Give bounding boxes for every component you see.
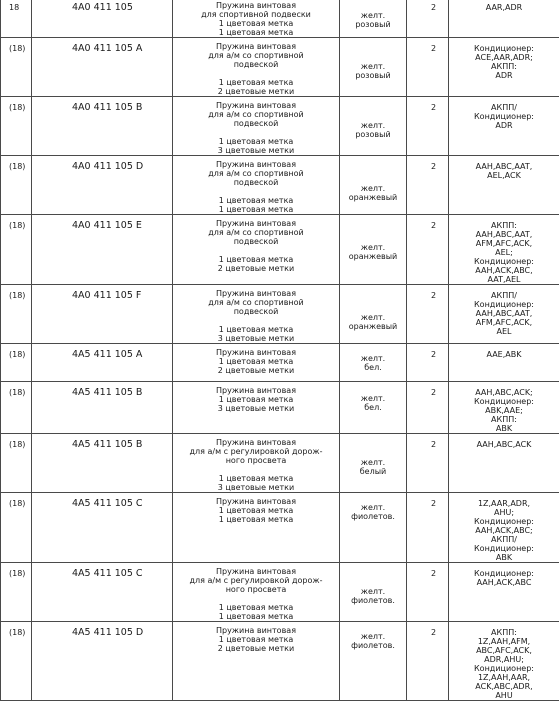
applicability-cell [449,493,559,563]
quantity-cell: 2 [407,563,449,622]
description-line: для а/м со спортивной [173,169,339,178]
color-mark-cell [340,38,407,97]
position-cell: (18) [1,156,32,215]
description-line: подвеской [173,60,339,69]
applicability-line: AFM,AFC,ACK, [449,318,559,327]
color-mark-cell [340,382,407,434]
applicability-line: АКПП: [449,628,559,637]
color-line: оранжевый [340,252,406,261]
description-cell [173,97,340,156]
applicability-line: AAR,ADR [449,3,559,12]
color-line: желт. [340,503,406,512]
color-line: желт. [340,184,406,193]
applicability-line: АКПП/ [449,291,559,300]
part-number-cell: 4A5 411 105 C [32,563,173,622]
part-number-cell: 4A0 411 105 A [32,38,173,97]
color-line: желт. [340,11,406,20]
color-mark-cell [340,344,407,382]
description-line: 1 цветовая метка [173,635,339,644]
color-line: бел. [340,363,406,372]
applicability-cell [449,382,559,434]
part-number-cell: 4A5 411 105 B [32,434,173,493]
description-line: 1 цветовая метка [173,137,339,146]
description-line: для а/м со спортивной [173,228,339,237]
description-line: 3 цветовые метки [173,146,339,155]
applicability-cell [449,156,559,215]
color-line: розовый [340,20,406,29]
part-number-cell: 4A0 411 105 D [32,156,173,215]
color-mark-cell [340,215,407,285]
applicability-cell [449,344,559,382]
applicability-line: АКПП/ [449,535,559,544]
description-line: 2 цветовые метки [173,87,339,96]
table-row [1,285,559,344]
quantity-cell: 2 [407,0,449,38]
color-line: фиолетов. [340,512,406,521]
applicability-line: 1Z,AAH,AFM, [449,637,559,646]
description-line: 1 цветовая метка [173,474,339,483]
applicability-line: AFM,AFC,ACK, [449,239,559,248]
description-line: подвеской [173,178,339,187]
quantity-cell: 2 [407,156,449,215]
color-mark-cell [340,563,407,622]
description-line: подвеской [173,237,339,246]
description-line: Пружина винтовая [173,289,339,298]
color-mark-cell [340,285,407,344]
applicability-line: Кондиционер: [449,517,559,526]
quantity-cell: 2 [407,285,449,344]
description-line: 1 цветовая метка [173,515,339,524]
description-cell [173,622,340,701]
applicability-line: AEL; [449,248,559,257]
description-line: 2 цветовые метки [173,644,339,653]
part-number-cell: 4A5 411 105 A [32,344,173,382]
applicability-line: AEL [449,327,559,336]
description-line: Пружина винтовая [173,1,339,10]
color-line: розовый [340,130,406,139]
color-line: бел. [340,403,406,412]
table-row [1,434,559,493]
quantity-cell: 2 [407,622,449,701]
applicability-line: AAH,ABC,AAT, [449,230,559,239]
color-line: фиолетов. [340,596,406,605]
applicability-line: ABK [449,424,559,433]
applicability-line: Кондиционер: [449,257,559,266]
part-number-cell: 4A0 411 105 E [32,215,173,285]
description-line: Пружина винтовая [173,567,339,576]
description-cell [173,215,340,285]
description-line: 1 цветовая метка [173,205,339,214]
quantity-cell: 2 [407,38,449,97]
color-line: оранжевый [340,322,406,331]
description-line [173,187,339,196]
applicability-line: AHU [449,691,559,700]
description-line: для а/м со спортивной [173,51,339,60]
applicability-line: 1Z,AAH,AAR, [449,673,559,682]
position-cell: (18) [1,97,32,156]
applicability-cell [449,622,559,701]
applicability-line: Кондиционер: [449,300,559,309]
description-line: 3 цветовые метки [173,334,339,343]
description-line: 3 цветовые метки [173,483,339,492]
part-number-cell: 4A5 411 105 C [32,493,173,563]
color-mark-cell [340,434,407,493]
description-line: подвеской [173,119,339,128]
applicability-cell [449,434,559,493]
description-line: ного просвета [173,585,339,594]
applicability-line: AAT,AEL [449,275,559,284]
color-mark-cell [340,97,407,156]
description-line [173,128,339,137]
description-line: Пружина винтовая [173,626,339,635]
table-row [1,563,559,622]
description-cell [173,493,340,563]
description-line: Пружина винтовая [173,497,339,506]
description-line: 3 цветовые метки [173,404,339,413]
color-line: белый [340,467,406,476]
description-line: Пружина винтовая [173,438,339,447]
color-line: желт. [340,121,406,130]
position-cell: (18) [1,215,32,285]
description-cell [173,434,340,493]
part-number-cell: 4A5 411 105 D [32,622,173,701]
description-line: 1 цветовая метка [173,325,339,334]
description-line: подвеской [173,307,339,316]
position-cell: (18) [1,382,32,434]
applicability-cell [449,285,559,344]
description-cell [173,38,340,97]
description-cell [173,285,340,344]
applicability-cell [449,215,559,285]
part-number-cell: 4A0 411 105 F [32,285,173,344]
description-line: для а/м со спортивной [173,298,339,307]
applicability-line: Кондиционер: [449,544,559,553]
table-row [1,622,559,701]
description-line: ного просвета [173,456,339,465]
position-cell: (18) [1,285,32,344]
description-cell [173,382,340,434]
description-line: для спортивной подвески [173,10,339,19]
position-cell: (18) [1,38,32,97]
description-line: 1 цветовая метка [173,603,339,612]
applicability-line: ABK [449,553,559,562]
table-row [1,344,559,382]
color-line: желт. [340,458,406,467]
quantity-cell: 2 [407,493,449,563]
description-cell [173,344,340,382]
color-line: оранжевый [340,193,406,202]
color-line: желт. [340,394,406,403]
description-line: 1 цветовая метка [173,19,339,28]
table-row [1,0,559,38]
color-line: желт. [340,354,406,363]
part-number-cell: 4A0 411 105 B [32,97,173,156]
quantity-cell: 2 [407,434,449,493]
applicability-cell [449,563,559,622]
position-cell: (18) [1,344,32,382]
applicability-line: ACK,ABC,ADR, [449,682,559,691]
table-row [1,97,559,156]
applicability-line: Кондиционер: [449,112,559,121]
applicability-line: AAH,ACK,ABC [449,578,559,587]
quantity-cell: 2 [407,215,449,285]
description-line: 1 цветовая метка [173,612,339,621]
description-line: 1 цветовая метка [173,255,339,264]
description-line [173,246,339,255]
quantity-cell: 2 [407,382,449,434]
description-cell [173,156,340,215]
description-line: 2 цветовые метки [173,264,339,273]
applicability-line: Кондиционер: [449,397,559,406]
position-cell: (18) [1,622,32,701]
description-cell [173,0,340,38]
applicability-line: AHU; [449,508,559,517]
position-cell: (18) [1,563,32,622]
applicability-line: 1Z,AAR,ADR, [449,499,559,508]
color-mark-cell [340,493,407,563]
applicability-line: АКПП: [449,221,559,230]
applicability-line: АКПП: [449,415,559,424]
color-line: желт. [340,243,406,252]
applicability-line: АКПП: [449,62,559,71]
part-number-cell: 4A5 411 105 B [32,382,173,434]
quantity-cell: 2 [407,344,449,382]
description-line [173,69,339,78]
description-line: Пружина винтовая [173,219,339,228]
position-cell: (18) [1,434,32,493]
quantity-cell: 2 [407,97,449,156]
applicability-line: AEL,ACK [449,171,559,180]
description-line [173,594,339,603]
description-line: 1 цветовая метка [173,28,339,37]
description-line: 1 цветовая метка [173,196,339,205]
applicability-line: AAH,ABC,AAT, [449,309,559,318]
applicability-line: ADR,AHU; [449,655,559,664]
applicability-line: ACE,AAR,ADR; [449,53,559,62]
applicability-line: Кондиционер: [449,569,559,578]
description-line: 2 цветовые метки [173,366,339,375]
description-line: Пружина винтовая [173,160,339,169]
applicability-cell [449,97,559,156]
color-line: розовый [340,71,406,80]
color-mark-cell [340,0,407,38]
description-line: Пружина винтовая [173,386,339,395]
applicability-line: AAH,ABC,ACK [449,440,559,449]
position-cell: (18) [1,493,32,563]
applicability-line: AAH,ACK,ABC; [449,526,559,535]
applicability-cell [449,0,559,38]
description-line: Пружина винтовая [173,348,339,357]
color-line: желт. [340,313,406,322]
table-row [1,156,559,215]
color-line: желт. [340,632,406,641]
table-row [1,382,559,434]
applicability-line: AAH,ACK,ABC, [449,266,559,275]
applicability-line: ABC,AFC,ACK, [449,646,559,655]
description-line: 1 цветовая метка [173,506,339,515]
applicability-line: ADR [449,121,559,130]
applicability-line: АКПП/ [449,103,559,112]
description-line: для а/м со спортивной [173,110,339,119]
applicability-line: AAE,ABK [449,350,559,359]
applicability-line: AAH,ABC,ACK; [449,388,559,397]
description-line: 1 цветовая метка [173,78,339,87]
applicability-line: ABK,AAE; [449,406,559,415]
color-mark-cell [340,622,407,701]
applicability-line: ADR [449,71,559,80]
description-line: 1 цветовая метка [173,395,339,404]
description-line: Пружина винтовая [173,42,339,51]
description-line: 1 цветовая метка [173,357,339,366]
description-line: для а/м с регулировкой дорож- [173,447,339,456]
color-line: фиолетов. [340,641,406,650]
table-row [1,38,559,97]
table-row [1,215,559,285]
applicability-cell [449,38,559,97]
description-cell [173,563,340,622]
applicability-line: AAH,ABC,AAT, [449,162,559,171]
applicability-line: Кондиционер: [449,44,559,53]
description-line: Пружина винтовая [173,101,339,110]
color-line: желт. [340,62,406,71]
color-line: желт. [340,587,406,596]
description-line [173,316,339,325]
description-line [173,465,339,474]
table-row [1,493,559,563]
position-cell: 18 [1,0,32,38]
part-number-cell: 4A0 411 105 [32,0,173,38]
description-line: для а/м с регулировкой дорож- [173,576,339,585]
applicability-line: Кондиционер: [449,664,559,673]
color-mark-cell [340,156,407,215]
